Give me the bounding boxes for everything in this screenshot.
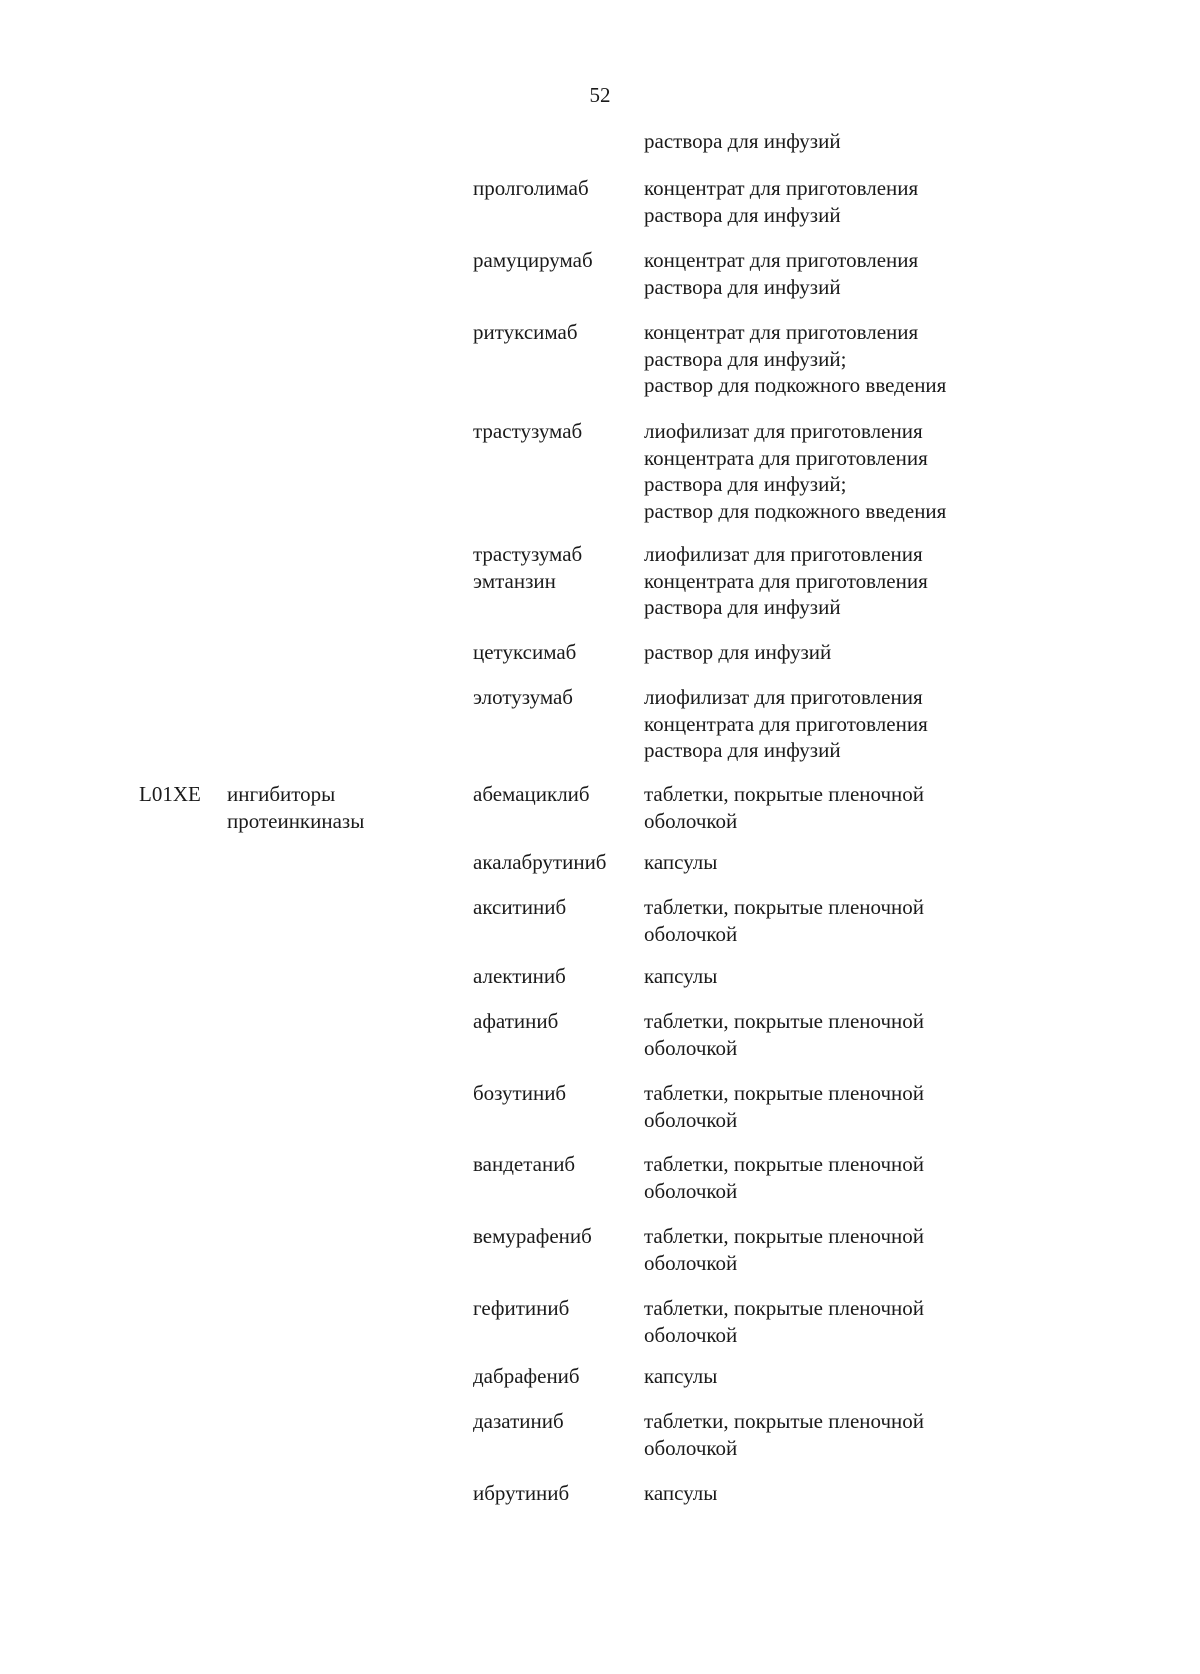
dosage-form-line: лиофилизат для приготовления [644, 685, 923, 709]
drug-name [473, 781, 590, 808]
dosage-form-line: оболочкой [644, 1035, 738, 1060]
drug-name-line: цетуксимаб [473, 640, 577, 664]
drug-name-line: эмтанзин [473, 568, 556, 593]
dosage-form [644, 128, 841, 155]
dosage-form-line: раствора для инфузий; [644, 472, 847, 496]
drug-name [473, 684, 573, 711]
dosage-form-line: таблетки, покрытые пленочной [644, 1081, 925, 1105]
drug-name-line: афатиниб [473, 1009, 559, 1033]
dosage-form-line: раствора для инфузий [644, 274, 841, 299]
dosage-form [644, 1363, 717, 1390]
dosage-form-line: таблетки, покрытые пленочной [644, 782, 925, 806]
drug-group [227, 781, 364, 834]
drug-name [473, 894, 566, 921]
dosage-form-line: раствор для инфузий [644, 640, 832, 664]
dosage-form [644, 963, 717, 990]
dosage-form [644, 1295, 924, 1348]
dosage-form [644, 1080, 924, 1133]
drug-name [473, 247, 593, 274]
drug-group-line: ингибиторы [227, 782, 336, 806]
dosage-form-line: концентрат для приготовления [644, 176, 919, 200]
page-number: 52 [589, 83, 611, 107]
dosage-form-line: капсулы [644, 1364, 718, 1388]
dosage-form [644, 319, 946, 399]
drug-name-line: акалабрутиниб [473, 850, 607, 874]
drug-name-line: дазатиниб [473, 1409, 564, 1433]
dosage-form-line: раствор для подкожного введения [644, 498, 947, 523]
drug-group-line: протеинкиназы [227, 808, 365, 833]
dosage-form-line: концентрат для приготовления [644, 248, 919, 272]
dosage-form-line: таблетки, покрытые пленочной [644, 1296, 925, 1320]
drug-name [473, 1480, 569, 1507]
dosage-form [644, 1480, 717, 1507]
drug-name [473, 639, 576, 666]
drug-name [473, 541, 582, 594]
dosage-form [644, 894, 924, 947]
dosage-form-line: концентрат для приготовления [644, 320, 919, 344]
drug-name [473, 1408, 564, 1435]
dosage-form [644, 1223, 924, 1276]
dosage-form-line: раствора для инфузий [644, 595, 841, 619]
drug-name-line: алектиниб [473, 964, 566, 988]
drug-name-line: трастузумаб [473, 542, 583, 566]
dosage-form-line: оболочкой [644, 808, 738, 833]
drug-name [473, 1008, 558, 1035]
dosage-form-line: лиофилизат для приготовления [644, 542, 923, 566]
drug-name [473, 1080, 566, 1107]
drug-name-line: ибрутиниб [473, 1481, 570, 1505]
dosage-form-line: капсулы [644, 850, 718, 874]
dosage-form-line: концентрата для приготовления [644, 711, 928, 736]
drug-name [473, 319, 578, 346]
drug-name [473, 1363, 580, 1390]
drug-name [473, 1295, 569, 1322]
dosage-form-line: раствора для инфузий; [644, 346, 847, 371]
dosage-form-line: оболочкой [644, 1435, 738, 1460]
dosage-form [644, 684, 928, 764]
drug-name [473, 849, 607, 876]
dosage-form-line: оболочкой [644, 1178, 738, 1203]
dosage-form-line: оболочкой [644, 1322, 738, 1347]
drug-name-line: трастузумаб [473, 419, 583, 443]
dosage-form [644, 1151, 924, 1204]
drug-name-line: бозутиниб [473, 1081, 567, 1105]
dosage-form-line: концентрата для приготовления [644, 445, 928, 470]
drug-name-line: вемурафениб [473, 1224, 592, 1248]
drug-name-line: ритуксимаб [473, 320, 578, 344]
drug-name-line: абемациклиб [473, 782, 590, 806]
dosage-form-line: лиофилизат для приготовления [644, 419, 923, 443]
drug-name [473, 963, 566, 990]
dosage-form [644, 175, 918, 228]
drug-name-line: рамуцирумаб [473, 248, 593, 272]
dosage-form-line: оболочкой [644, 1107, 738, 1132]
dosage-form-line: капсулы [644, 1481, 718, 1505]
drug-name-line: гефитиниб [473, 1296, 570, 1320]
dosage-form-line: раствор для подкожного введения [644, 373, 947, 397]
dosage-form [644, 418, 946, 524]
dosage-form-line: таблетки, покрытые пленочной [644, 895, 925, 919]
drug-name-line: дабрафениб [473, 1364, 580, 1388]
dosage-form-line: раствора для инфузий [644, 738, 841, 762]
dosage-form-line: таблетки, покрытые пленочной [644, 1409, 925, 1433]
dosage-form [644, 541, 928, 621]
dosage-form-line: оболочкой [644, 921, 738, 946]
dosage-form-line: раствора для инфузий [644, 129, 841, 153]
atc-code-line: L01XE [139, 782, 201, 806]
dosage-form-line: таблетки, покрытые пленочной [644, 1152, 925, 1176]
drug-name [473, 175, 589, 202]
dosage-form-line: таблетки, покрытые пленочной [644, 1224, 925, 1248]
dosage-form-line: концентрата для приготовления [644, 568, 928, 593]
drug-name-line: вандетаниб [473, 1152, 576, 1176]
drug-name-line: акситиниб [473, 895, 567, 919]
dosage-form [644, 849, 717, 876]
drug-name [473, 1151, 575, 1178]
drug-name [473, 418, 582, 445]
dosage-form [644, 1408, 924, 1461]
drug-name-line: элотузумаб [473, 685, 573, 709]
drug-name-line: пролголимаб [473, 176, 589, 200]
dosage-form [644, 781, 924, 834]
drug-name [473, 1223, 592, 1250]
dosage-form-line: раствора для инфузий [644, 202, 841, 227]
dosage-form [644, 247, 918, 300]
dosage-form [644, 639, 831, 666]
dosage-form-line: капсулы [644, 964, 718, 988]
dosage-form-line: таблетки, покрытые пленочной [644, 1009, 925, 1033]
dosage-form-line: оболочкой [644, 1250, 738, 1275]
atc-code [139, 781, 201, 808]
dosage-form [644, 1008, 924, 1061]
